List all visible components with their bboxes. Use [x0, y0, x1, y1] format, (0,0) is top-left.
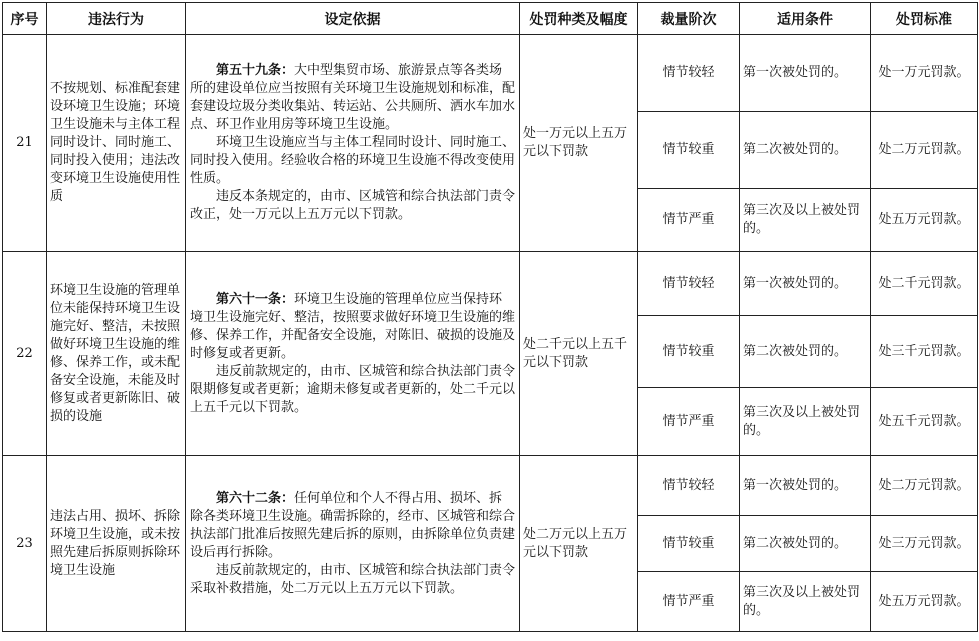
- tier-level: 情节较轻: [638, 456, 740, 516]
- row-number: 21: [3, 35, 47, 252]
- tier-standard: 处一万元罚款。: [871, 35, 978, 112]
- tier-standard: 处五万元罚款。: [871, 572, 978, 632]
- tier-level: 情节较重: [638, 316, 740, 388]
- tier-level: 情节严重: [638, 388, 740, 456]
- tier-condition: 第三次及以上被处罚的。: [740, 572, 871, 632]
- tier-condition: 第一次被处罚的。: [740, 252, 871, 316]
- tier-standard: 处三万元罚款。: [871, 516, 978, 572]
- row-number: 22: [3, 252, 47, 456]
- header-no: 序号: [3, 3, 47, 35]
- row-number: 23: [3, 456, 47, 632]
- table-row: [3, 252, 978, 316]
- tier-condition: 第一次被处罚的。: [740, 35, 871, 112]
- legal-basis: [186, 35, 520, 252]
- tier-level: 情节较轻: [638, 252, 740, 316]
- article-title: 第六十二条：: [216, 490, 295, 506]
- header-level: 裁量阶次: [638, 3, 740, 35]
- table-row: [3, 35, 978, 112]
- penalty-table: [2, 2, 978, 632]
- tier-standard: 处二千元罚款。: [871, 252, 978, 316]
- tier-level: 情节严重: [638, 189, 740, 252]
- tier-condition: 第二次被处罚的。: [740, 112, 871, 189]
- header-standard: 处罚标准: [871, 3, 978, 35]
- table-row: [3, 456, 978, 516]
- tier-level: 情节较重: [638, 516, 740, 572]
- penalty-range: 处二万元以上五万元以下罚款: [520, 456, 638, 632]
- header-basis: 设定依据: [186, 3, 520, 35]
- tier-level: 情节较轻: [638, 35, 740, 112]
- basis-paragraph: 大中型集贸市场、旅游景点等各类场所的建设单位应当按照有关环境卫生设施规划和标准，配套建设垃圾分类收集站、转运站、公共厕所、洒水车加水点、环卫作业用房等环境卫生设施。: [190, 63, 516, 132]
- header-act: 违法行为: [47, 3, 186, 35]
- header-type: 处罚种类及幅度: [520, 3, 638, 35]
- basis-paragraph: 违反前款规定的，由市、区城管和综合执法部门责令限期修复或者更新；逾期未修复或者更新的，处二千元以上五千元以下罚款。: [190, 363, 516, 415]
- basis-paragraph: 违反本条规定的，由市、区城管和综合执法部门责令改正，处一万元以上五万元以下罚款。: [190, 189, 516, 222]
- violation-text: 环境卫生设施的管理单位未能保持环境卫生设施完好、整洁，未按照做好环境卫生设施的维修、保养工作，或未配备安全设施，未能及时修复或者更新陈旧、破损的设施: [47, 252, 186, 456]
- tier-standard: 处二万元罚款。: [871, 112, 978, 189]
- basis-paragraph: 环境卫生设施的管理单位应当保持环境卫生设施完好、整洁，按照要求做好环境卫生设施的维修、保养工作，并配备安全设施，对陈旧、破损的设施及时修复或者更新。: [190, 291, 516, 361]
- header-row: [3, 3, 978, 35]
- article-title: 第五十九条：: [216, 63, 295, 78]
- basis-paragraph: 环境卫生设施应当与主体工程同时设计、同时施工、同时投入使用。经验收合格的环境卫生设施不得改变使用性质。: [190, 135, 516, 186]
- tier-standard: 处五万元罚款。: [871, 189, 978, 252]
- tier-condition: 第二次被处罚的。: [740, 516, 871, 572]
- legal-basis: [186, 456, 520, 632]
- tier-condition: 第三次及以上被处罚的。: [740, 388, 871, 456]
- article-title: 第六十一条：: [216, 291, 295, 307]
- basis-paragraph: 任何单位和个人不得占用、损坏、拆除各类环境卫生设施。确需拆除的，经市、区城管和综合执法部门批准后按照先建后拆的原则，由拆除单位负责建设后再行拆除。: [190, 490, 516, 560]
- penalty-range: 处一万元以上五万元以下罚款: [520, 35, 638, 252]
- tier-condition: 第三次及以上被处罚的。: [740, 189, 871, 252]
- tier-standard: 处五千元罚款。: [871, 388, 978, 456]
- violation-text: 不按规划、标准配套建设环境卫生设施；环境卫生设施未与主体工程同时设计、同时施工、同时投入使用；违法改变环境卫生设施使用性质: [47, 35, 186, 252]
- tier-level: 情节严重: [638, 572, 740, 632]
- tier-condition: 第二次被处罚的。: [740, 316, 871, 388]
- tier-standard: 处二万元罚款。: [871, 456, 978, 516]
- tier-level: 情节较重: [638, 112, 740, 189]
- legal-basis: [186, 252, 520, 456]
- penalty-range: 处二千元以上五千元以下罚款: [520, 252, 638, 456]
- tier-condition: 第一次被处罚的。: [740, 456, 871, 516]
- header-condition: 适用条件: [740, 3, 871, 35]
- tier-standard: 处三千元罚款。: [871, 316, 978, 388]
- basis-paragraph: 违反前款规定的，由市、区城管和综合执法部门责令采取补救措施，处二万元以上五万元以下罚款。: [190, 562, 516, 596]
- violation-text: 违法占用、损坏、拆除环境卫生设施，或未按照先建后拆原则拆除环境卫生设施: [47, 456, 186, 632]
